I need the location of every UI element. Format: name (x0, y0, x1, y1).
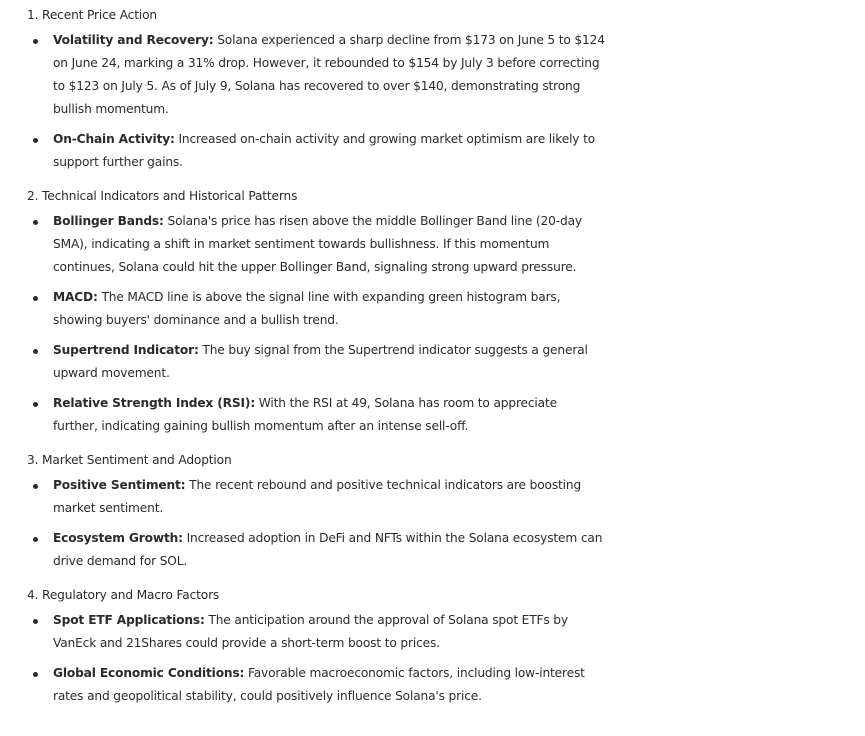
bullet-list-market-sentiment (27, 474, 865, 573)
bullet-dot (33, 39, 38, 44)
list-item-global-economic-conditions (27, 662, 605, 708)
item-text: Increased on-chain activity and growing market optimism are likely to support further gains. (53, 132, 596, 169)
item-term: Positive Sentiment: (53, 478, 186, 492)
item-term: Spot ETF Applications: (53, 613, 205, 627)
item-text: The recent rebound and positive technical indicators are boosting market sentiment. (53, 478, 582, 515)
list-item-ecosystem-growth (27, 527, 605, 573)
item-text: The MACD line is above the signal line with expanding green histogram bars, showing buyers' dominance and a bullish trend. (53, 290, 561, 327)
bullet-list-regulatory-macro (27, 609, 865, 708)
bullet-dot (33, 138, 38, 143)
bullet-dot (33, 402, 38, 407)
item-term: Relative Strength Index (RSI): (53, 396, 256, 410)
bullet-dot (33, 484, 38, 489)
list-item-supertrend-indicator (27, 339, 605, 385)
bullet-list-recent-price-action (27, 29, 865, 174)
bullet-dot (33, 672, 38, 677)
list-item-positive-sentiment (27, 474, 605, 520)
item-text: The buy signal from the Supertrend indicator suggests a general upward movement. (53, 343, 588, 380)
bullet-list-technical-indicators (27, 210, 865, 438)
section-heading-technical-indicators: 2. Technical Indicators and Historical Patterns (27, 189, 298, 203)
section-heading-recent-price-action: 1. Recent Price Action (27, 8, 157, 22)
item-term: On-Chain Activity: (53, 132, 175, 146)
item-text: With the RSI at 49, Solana has room to appreciate further, indicating gaining bullish momentum after an intense sell-off. (53, 396, 557, 433)
list-item-bollinger-bands (27, 210, 605, 279)
section-heading-regulatory-macro: 4. Regulatory and Macro Factors (27, 588, 220, 602)
list-item-rsi (27, 392, 605, 438)
item-text: The anticipation around the approval of Solana spot ETFs by VanEck and 21Shares could provide a short-term boost to prices. (53, 613, 568, 650)
item-term: Bollinger Bands: (53, 214, 164, 228)
bullet-dot (33, 349, 38, 354)
list-item-volatility-and-recovery (27, 29, 605, 121)
bullet-dot (33, 220, 38, 225)
section-heading-market-sentiment: 3. Market Sentiment and Adoption (27, 453, 232, 467)
list-item-on-chain-activity (27, 128, 605, 174)
bullet-dot (33, 619, 38, 624)
item-term: MACD: (53, 290, 98, 304)
item-text: Favorable macroeconomic factors, including low-interest rates and geopolitical stability, could positively influence Solana's price. (53, 666, 585, 703)
list-item-spot-etf-applications (27, 609, 605, 655)
item-term: Supertrend Indicator: (53, 343, 199, 357)
item-text: Increased adoption in DeFi and NFTs within the Solana ecosystem can drive demand for SOL. (53, 531, 603, 568)
list-item-macd (27, 286, 605, 332)
bullet-dot (33, 537, 38, 542)
item-text: Solana's price has risen above the middle Bollinger Band line (20-day SMA), indicating a shift in market sentiment towards bullishness. If this momentum continues, Solana could hit the upper Bollinger Band, signaling strong upward pressure. (53, 214, 582, 274)
item-text: Solana experienced a sharp decline from $173 on June 5 to $124 on June 24, marking a 31% drop. However, it rebounded to $154 by July 3 before correcting to $123 on July 5. As of July 9, Solana has recovered to over $140, demonstrating strong bullish momentum. (53, 33, 605, 116)
bullet-dot (33, 296, 38, 301)
item-term: Global Economic Conditions: (53, 666, 245, 680)
item-term: Ecosystem Growth: (53, 531, 183, 545)
item-term: Volatility and Recovery: (53, 33, 214, 47)
